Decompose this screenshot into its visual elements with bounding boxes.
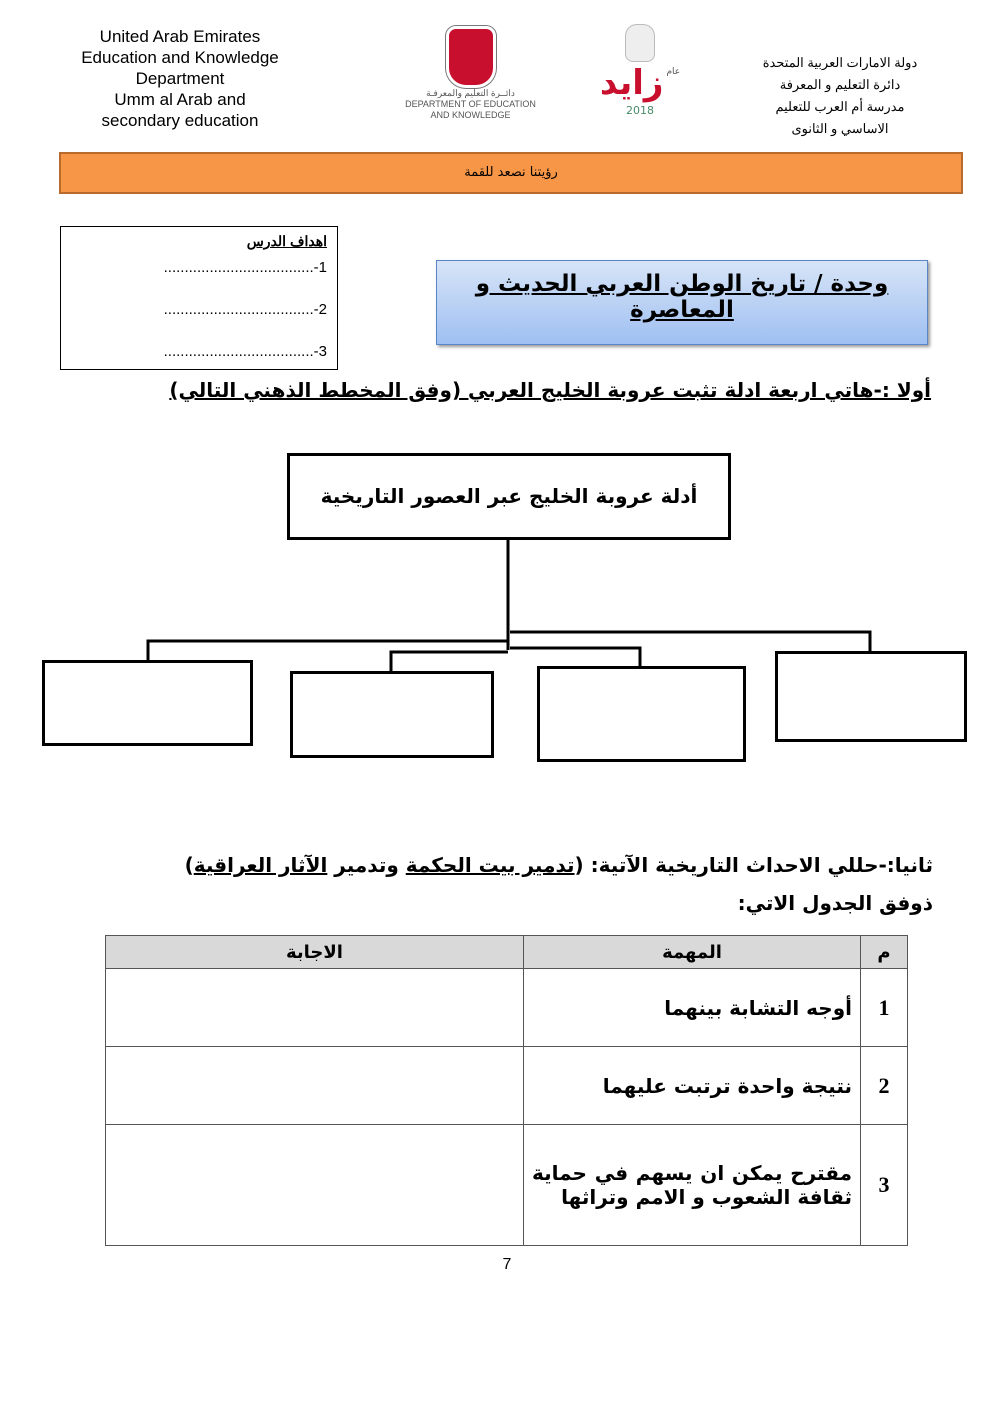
logo-text: DEPARTMENT OF EDUCATION	[405, 99, 536, 109]
header-line: Umm al Arab and	[114, 90, 246, 109]
row-task: مقترح يمكن ان يسهم في حماية ثقافة الشعوب و الامم وتراثها	[524, 1125, 861, 1246]
row-answer-cell[interactable]	[106, 1125, 524, 1246]
table-row	[106, 969, 908, 1047]
logo-text: AND KNOWLEDGE	[430, 110, 511, 120]
goal-item: 2-....................................	[163, 301, 327, 318]
row-task: أوجه التشابة بينهما	[524, 969, 861, 1047]
logo-year: 2018	[626, 104, 654, 117]
header-line: الاساسي و الثانوى	[791, 121, 889, 136]
row-task: نتيجة واحدة ترتبت عليهما	[524, 1047, 861, 1125]
q2-line-2: ذوفق الجدول الاتي:	[737, 891, 933, 915]
q2-event-2: الآثار العراقية	[193, 853, 328, 877]
header-line: Education and Knowledge	[81, 48, 279, 67]
mind-map-root: أدلة عروبة الخليج عبر العصور التاريخية	[287, 453, 731, 540]
connector-line	[510, 648, 640, 667]
logo-year-label: عام	[666, 67, 681, 77]
row-number: 3	[861, 1125, 908, 1246]
goal-item: 1-....................................	[163, 259, 327, 276]
header-number: م	[861, 936, 908, 969]
q2-event-1: تدمير بيت الحكمة	[405, 853, 575, 877]
q2-prefix: ثانيا:-حللي الاحداث التاريخية الآتية: (	[574, 853, 933, 877]
q2-middle: وتدمير	[327, 853, 406, 877]
mind-map-answer-box[interactable]	[537, 666, 746, 762]
vision-banner: رؤيتنا نصعد للقمة	[59, 152, 963, 194]
header-line: دائرة التعليم و المعرفة	[779, 77, 901, 92]
question-1: أولا :-هاتي اربعة ادلة تثبت عروبة الخليج العربي (وفق المخطط الذهني التالي)	[169, 378, 931, 402]
goal-item: 3-....................................	[163, 343, 327, 360]
header-line: United Arab Emirates	[99, 27, 261, 46]
logo-text: دائــرة التعليم والمعرفـة	[426, 88, 515, 98]
goals-title: اهداف الدرس	[246, 233, 327, 249]
page-number: 7	[502, 1256, 512, 1273]
row-answer-cell[interactable]	[106, 969, 524, 1047]
logo-word: زايد	[599, 63, 664, 103]
header-task: المهمة	[524, 936, 861, 969]
header-line: دولة الامارات العربية المتحدة	[762, 55, 918, 70]
header-line: مدرسة أم العرب للتعليم	[775, 99, 905, 114]
mind-map-answer-box[interactable]	[775, 651, 967, 742]
header-answer: الاجابة	[106, 936, 524, 969]
mind-map-answer-box[interactable]	[42, 660, 253, 746]
unit-title: وحدة / تاريخ الوطن العربي الحديث و المعاصرة	[475, 271, 889, 323]
table-row	[106, 1125, 908, 1246]
header-line: Department	[135, 69, 225, 88]
analysis-table	[105, 935, 908, 1246]
table-header-row	[106, 936, 908, 969]
row-number: 2	[861, 1047, 908, 1125]
row-answer-cell[interactable]	[106, 1047, 524, 1125]
row-number: 1	[861, 969, 908, 1047]
header-line: secondary education	[101, 111, 259, 130]
mind-map-answer-box[interactable]	[290, 671, 494, 758]
q2-suffix: )	[184, 853, 194, 877]
question-2	[185, 846, 933, 922]
connector-line	[391, 652, 508, 672]
table-row	[106, 1047, 908, 1125]
